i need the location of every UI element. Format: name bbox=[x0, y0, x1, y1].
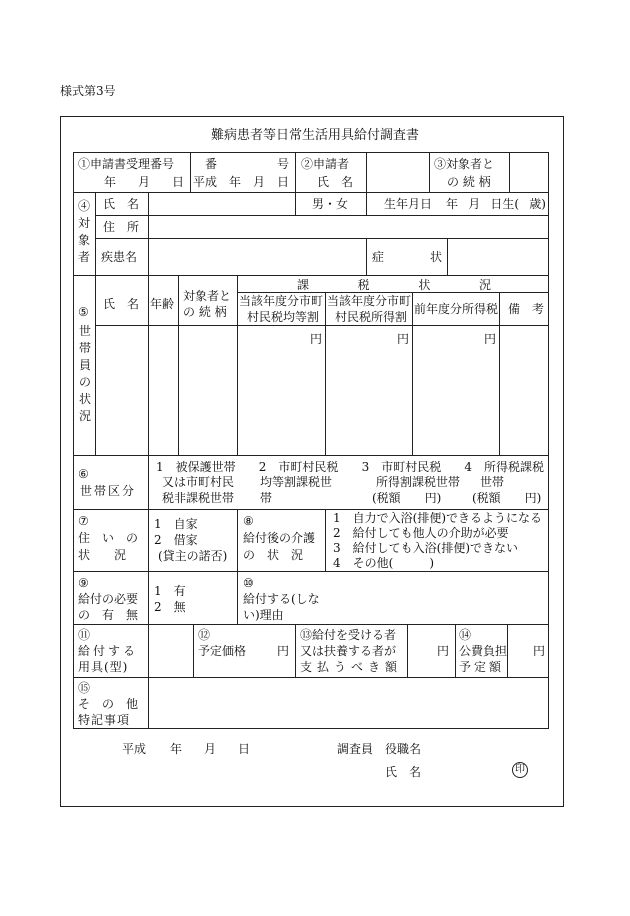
go-char: 号 bbox=[276, 157, 289, 171]
subject-section-label: ④対象者 bbox=[77, 199, 90, 264]
sex-selector: 男・女 bbox=[312, 197, 349, 211]
other-label: そ の 他 bbox=[78, 697, 139, 711]
burden-number: ⑭ bbox=[459, 628, 472, 642]
col-line bbox=[455, 624, 456, 677]
category-line-2c: 所得割課税世帯 bbox=[376, 475, 461, 489]
col-line bbox=[412, 292, 413, 455]
table-bottom-border bbox=[73, 728, 549, 729]
category-number: ⑥ bbox=[78, 467, 89, 481]
equipment-label-2: 用具(型) bbox=[78, 660, 129, 674]
price-label: 予定価格 bbox=[198, 644, 247, 658]
col-line bbox=[148, 192, 149, 275]
symptom-label-2: 状 bbox=[430, 250, 443, 264]
subject-name-label: 氏 名 bbox=[103, 197, 140, 211]
col-line bbox=[509, 152, 510, 192]
category-option: 1 被保護世帯 bbox=[156, 460, 236, 474]
era-label: 平成 bbox=[193, 175, 218, 189]
day-unit: 日 bbox=[276, 175, 289, 189]
tax1-header-2: 村民税均等割 bbox=[247, 310, 320, 324]
col-line bbox=[148, 275, 149, 455]
row-line bbox=[73, 624, 549, 625]
necessity-label-2: の 有 無 bbox=[78, 608, 139, 622]
row-line bbox=[73, 571, 549, 572]
other-number: ⑮ bbox=[78, 681, 91, 695]
category-option: 4 所得税課税 bbox=[464, 460, 544, 474]
payment-label-3: 支払うべき額 bbox=[300, 660, 403, 674]
address-label: 住 所 bbox=[103, 220, 140, 234]
payment-yen: 円 bbox=[437, 644, 450, 658]
col-line bbox=[95, 192, 96, 275]
equipment-label: 給付する bbox=[78, 644, 139, 658]
col-line bbox=[237, 275, 238, 455]
table-top-border bbox=[73, 152, 549, 153]
year-unit: 年 bbox=[228, 175, 241, 189]
tax3-yen: 円 bbox=[484, 332, 497, 346]
relation-header: 対象者と bbox=[183, 289, 232, 303]
housing-label-2: 状 況 bbox=[78, 548, 127, 562]
row-line bbox=[73, 192, 549, 193]
housing-label: 住 い の bbox=[78, 531, 139, 545]
care-number: ⑧ bbox=[243, 514, 254, 528]
row-line bbox=[73, 455, 549, 456]
form-title: 難病患者等日常生活用具給付調査書 bbox=[210, 128, 419, 143]
col-line bbox=[507, 624, 508, 677]
col-line bbox=[237, 509, 238, 624]
necessity-yes: 1 有 bbox=[154, 584, 186, 598]
col-line bbox=[407, 624, 408, 677]
month-unit: 月 bbox=[137, 175, 150, 189]
month-unit: 月 bbox=[468, 197, 481, 211]
disease-label: 疾患名 bbox=[101, 250, 138, 264]
care-label: 給付後の介護 bbox=[243, 531, 316, 545]
tax2-header: 当該年度分市町 bbox=[327, 294, 412, 308]
necessity-no: 2 無 bbox=[154, 600, 186, 614]
care-option-3: 3 給付しても入浴(排便)できない bbox=[333, 541, 518, 555]
col-line bbox=[366, 238, 367, 275]
household-name-header: 氏 名 bbox=[103, 297, 140, 311]
tax-header-char: 課 bbox=[297, 278, 310, 292]
seal-mark: 印 bbox=[512, 762, 528, 778]
month-unit: 月 bbox=[203, 742, 216, 756]
row-line bbox=[237, 292, 549, 293]
age-unit: 歳) bbox=[529, 197, 546, 211]
tax3-header: 前年度分所得税 bbox=[414, 302, 499, 316]
day-unit: 日 bbox=[237, 742, 250, 756]
col-line bbox=[366, 192, 367, 215]
payment-label: ⑬給付を受ける者 bbox=[300, 628, 397, 642]
category-option: 3 市町村民税 bbox=[361, 460, 442, 474]
title-label: 役職名 bbox=[385, 742, 422, 756]
col-line bbox=[447, 238, 448, 275]
price-yen: 円 bbox=[277, 644, 290, 658]
household-section-label: 世帯員の状況 bbox=[78, 324, 91, 423]
burden-label: 公費負担 bbox=[459, 644, 508, 658]
day-unit: 日 bbox=[171, 175, 184, 189]
tax2-header-2: 村民税所得割 bbox=[335, 310, 408, 324]
category-option: 2 市町村民税 bbox=[258, 460, 339, 474]
ban-char: 番 bbox=[205, 157, 218, 171]
row-line bbox=[73, 509, 549, 510]
reason-label-2: い)理由 bbox=[243, 608, 284, 622]
col-line bbox=[295, 192, 296, 215]
year-unit: 年 bbox=[170, 742, 183, 756]
housing-rent: 2 借家 bbox=[154, 533, 198, 547]
necessity-label: 給付の必要 bbox=[78, 592, 139, 606]
col-line bbox=[295, 152, 296, 192]
reason-label: 給付する(しな bbox=[243, 592, 320, 606]
category-tax-amount: (税額 円) bbox=[372, 491, 442, 505]
year-unit: 年 bbox=[104, 175, 117, 189]
tax2-yen: 円 bbox=[397, 332, 410, 346]
tax1-header: 当該年度分市町 bbox=[239, 294, 324, 308]
col-line bbox=[325, 292, 326, 455]
remarks-header: 備 考 bbox=[508, 302, 545, 316]
row-line bbox=[73, 275, 549, 276]
applicant-label: ②申請者 bbox=[301, 157, 350, 171]
row-line bbox=[95, 238, 549, 239]
category-line-2a: 又は市町村民 bbox=[162, 475, 235, 489]
care-option-4: 4 その他( ) bbox=[333, 556, 434, 570]
care-label-2: の 状 況 bbox=[243, 548, 304, 562]
other-label-2: 特記事項 bbox=[78, 713, 131, 727]
col-line bbox=[193, 624, 194, 677]
heisei-date bbox=[193, 175, 289, 189]
col-line bbox=[499, 292, 500, 455]
tax1-yen: 円 bbox=[310, 332, 323, 346]
row-line bbox=[95, 325, 549, 326]
relation-label-2: の 続 柄 bbox=[447, 175, 491, 189]
category-label: 世帯区分 bbox=[80, 484, 137, 498]
equipment-number: ⑪ bbox=[78, 628, 91, 642]
month-unit: 月 bbox=[252, 175, 265, 189]
day-birth-unit: 日生( bbox=[490, 197, 520, 211]
row-line bbox=[95, 215, 549, 216]
necessity-number: ⑨ bbox=[78, 576, 89, 590]
age-header: 年齢 bbox=[150, 297, 175, 311]
care-option-1: 1 自力で入浴(排便)できるようになる bbox=[333, 511, 542, 525]
col-line bbox=[190, 152, 191, 192]
year-unit: 年 bbox=[446, 197, 459, 211]
col-line bbox=[429, 152, 430, 192]
col-line bbox=[295, 624, 296, 677]
relation-label: ③対象者と bbox=[434, 157, 495, 171]
investigator-name-label: 氏 名 bbox=[385, 765, 422, 779]
footer-date-units bbox=[170, 742, 250, 756]
relation-header-2: の 続 柄 bbox=[183, 305, 227, 319]
receipt-date bbox=[104, 175, 184, 189]
category-tax-amount-2: (税額 円) bbox=[472, 491, 542, 505]
col-line bbox=[325, 509, 326, 571]
tax-header-char: 況 bbox=[478, 278, 491, 292]
applicant-name-label: 氏 名 bbox=[317, 175, 354, 189]
footer-era: 平成 bbox=[122, 742, 147, 756]
tax-status-header bbox=[297, 278, 491, 292]
care-option-2: 2 給付しても他人の介助が必要 bbox=[333, 526, 509, 540]
reason-number: ⑩ bbox=[243, 576, 254, 590]
col-line bbox=[366, 152, 367, 192]
col-line bbox=[148, 455, 149, 728]
col-line bbox=[178, 275, 179, 455]
category-line-2d: 世帯 bbox=[480, 475, 505, 489]
table-left-border bbox=[73, 152, 74, 729]
burden-yen: 円 bbox=[533, 644, 546, 658]
row-line bbox=[73, 677, 549, 678]
category-line-1 bbox=[156, 460, 544, 474]
tax-header-char: 状 bbox=[418, 278, 431, 292]
tax-header-char: 税 bbox=[357, 278, 370, 292]
investigator-label: 調査員 bbox=[337, 742, 374, 756]
symptom-label: 症 bbox=[372, 250, 385, 264]
category-line-3b: 帯 bbox=[260, 491, 273, 505]
birth-date-units bbox=[446, 197, 546, 211]
receipt-number-label: ①申請書受理番号 bbox=[78, 157, 175, 171]
form-number: 様式第3号 bbox=[60, 84, 116, 98]
housing-landlord: (貸主の諾否) bbox=[158, 549, 228, 563]
number-label bbox=[205, 157, 289, 171]
housing-number: ⑦ bbox=[78, 514, 89, 528]
category-line-3a: 税非課税世帯 bbox=[162, 491, 235, 505]
birth-date-label: 生年月日 bbox=[384, 197, 433, 211]
payment-label-2: 又は扶養する者が bbox=[300, 644, 397, 658]
col-line bbox=[95, 275, 96, 455]
housing-own: 1 自家 bbox=[154, 517, 198, 531]
burden-label-2: 予定額 bbox=[459, 660, 505, 674]
price-number: ⑫ bbox=[198, 628, 211, 642]
category-line-2b: 均等割課税世 bbox=[260, 475, 333, 489]
household-section-number: ⑤ bbox=[78, 305, 89, 319]
